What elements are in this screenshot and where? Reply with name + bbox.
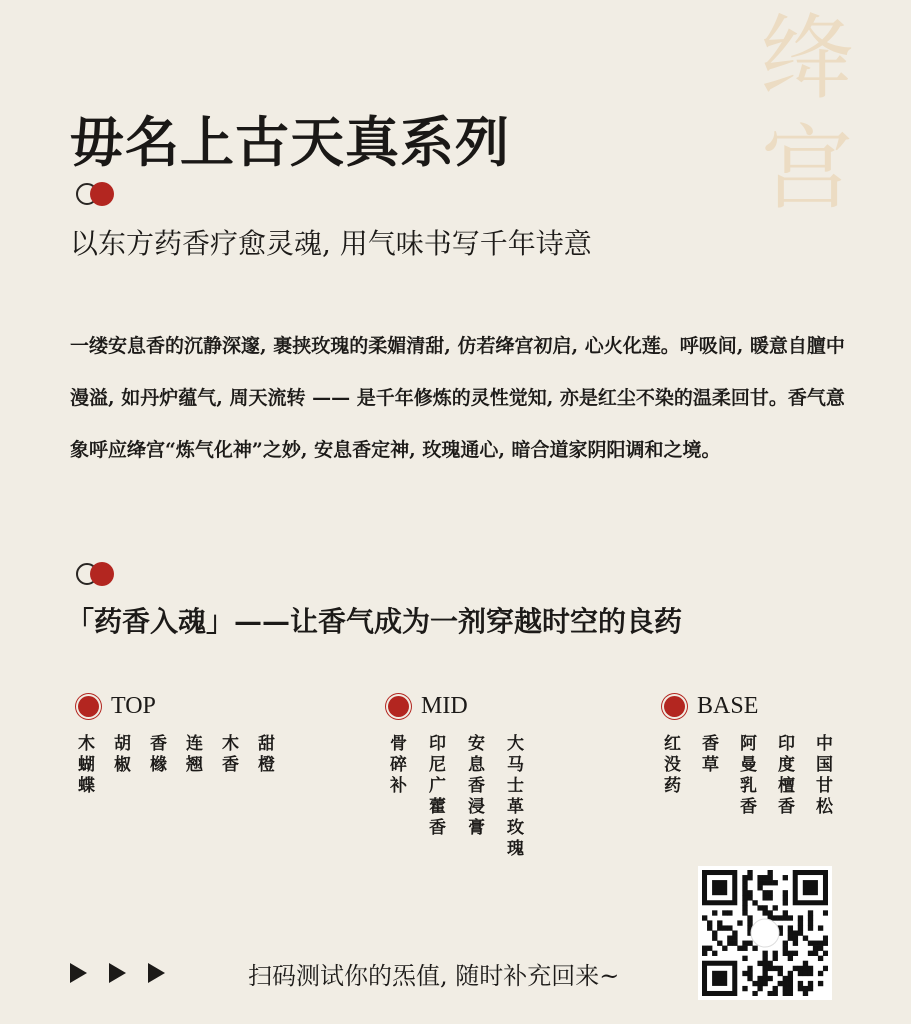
- base-note-item: 印 度 檀 香: [778, 734, 795, 817]
- red-dot-icon: [78, 696, 99, 717]
- play-arrow-icon: [148, 963, 165, 983]
- top-note-item: 胡 椒: [114, 734, 131, 775]
- red-dot-icon: [664, 696, 685, 717]
- play-arrow-icon: [70, 963, 87, 983]
- mid-notes-header: [388, 693, 468, 720]
- play-arrow-icon: [109, 963, 126, 983]
- rings-icon: [76, 562, 122, 588]
- base-note-item: 阿 曼 乳 香: [740, 734, 757, 817]
- top-note-item: 连 翘: [186, 734, 203, 775]
- base-notes-list: [664, 734, 854, 818]
- page-title: 毋名上古天真系列: [70, 110, 510, 174]
- mid-note-item: 骨 碎 补: [390, 734, 407, 796]
- top-notes-list: [78, 734, 294, 797]
- base-notes-header: [664, 693, 758, 720]
- mid-notes-list: [390, 734, 546, 860]
- subtitle: 以东方药香疗愈灵魂, 用气味书写千年诗意: [70, 227, 592, 260]
- mid-note-item: 印 尼 广 藿 香: [429, 734, 446, 838]
- rings-icon: [76, 182, 122, 208]
- description-paragraph: 一缕安息香的沉静深邃, 裹挟玫瑰的柔媚清甜, 仿若绛宫初启, 心火化莲。呼吸间, 暖意自膻中漫溢, 如丹炉蕴气, 周天流转 —— 是千年修炼的灵性觉知, 亦是红尘不染的温柔回甘。香气意象呼应绛宫“炼气化神”之妙, 安息香定神, 玫瑰通心, 暗合道家阴阳调和之境。: [70, 335, 845, 461]
- top-notes-header: [78, 693, 156, 720]
- mid-notes-label: MID: [421, 693, 468, 719]
- top-note-item: 木 香: [222, 734, 239, 775]
- watermark-char: 绛: [760, 5, 853, 112]
- qr-code[interactable]: [698, 866, 832, 1000]
- top-note-item: 木 蝴 蝶: [78, 734, 95, 796]
- qr-code-icon: [702, 870, 828, 996]
- top-note-item: 香 橼: [150, 734, 167, 775]
- watermark-char: 宫: [760, 115, 853, 222]
- top-notes-label: TOP: [111, 693, 156, 719]
- base-note-item: 香 草: [702, 734, 719, 775]
- base-note-item: 中 国 甘 松: [816, 734, 833, 817]
- mid-note-item: 安 息 香 浸 膏: [468, 734, 485, 838]
- slogan: 「药香入魂」——让香气成为一剂穿越时空的良药: [66, 605, 683, 638]
- watermark-text: [752, 4, 862, 224]
- top-note-item: 甜 橙: [258, 734, 275, 775]
- mid-note-item: 大 马 士 革 玫 瑰: [507, 734, 524, 859]
- base-notes-label: BASE: [697, 693, 759, 719]
- base-note-item: 红 没 药: [664, 734, 681, 796]
- scan-prompt: 扫码测试你的炁值, 随时补充回来~: [248, 962, 620, 990]
- red-dot-icon: [388, 696, 409, 717]
- arrows-decoration: [70, 963, 165, 983]
